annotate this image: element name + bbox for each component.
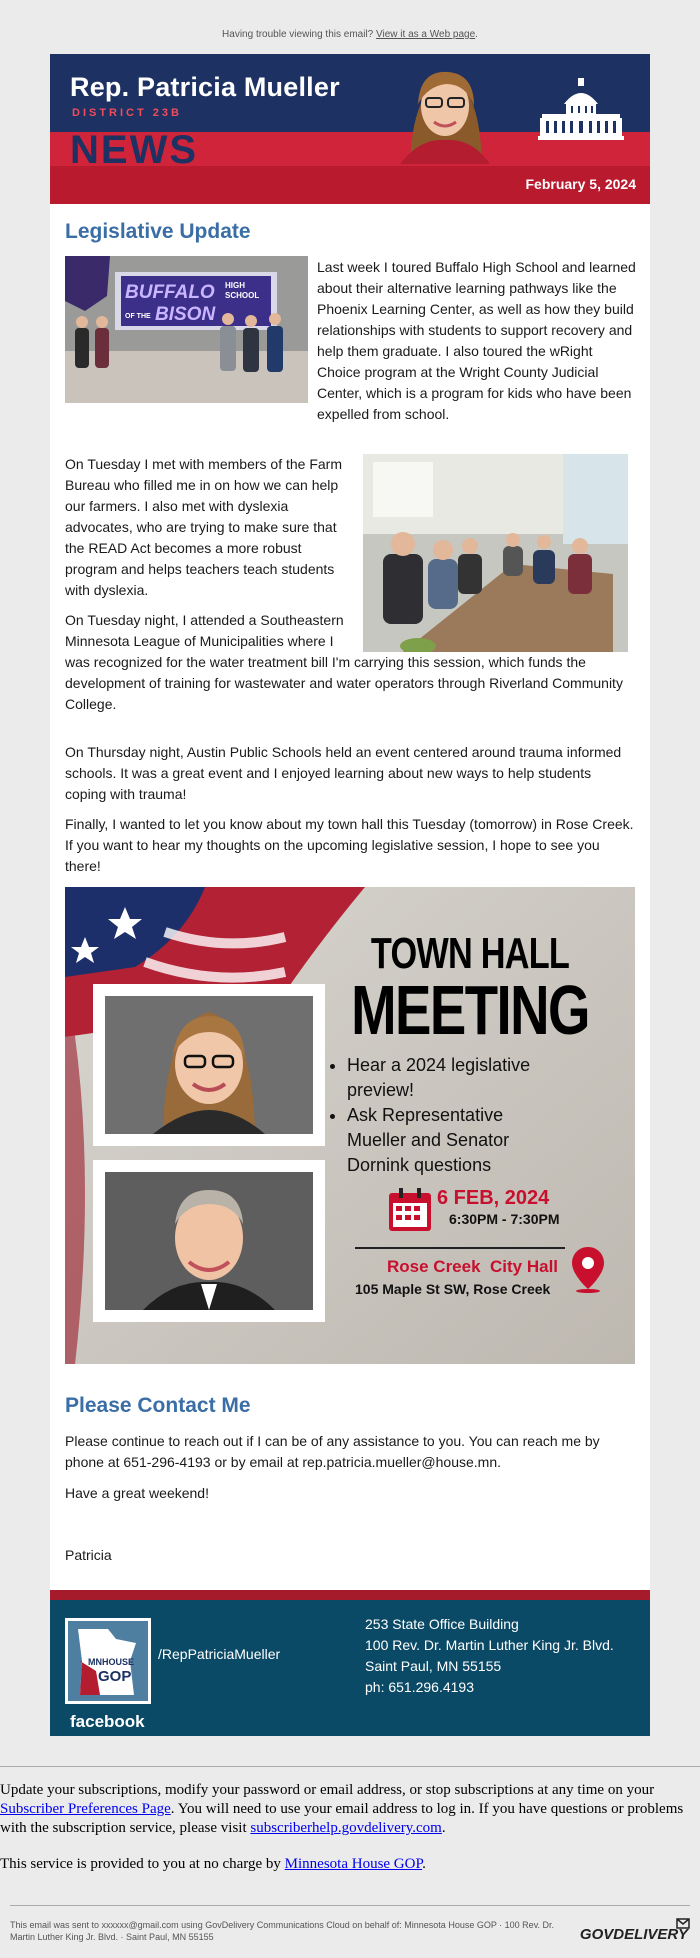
paragraph-town-hall: Finally, I wanted to let you know about my town hall this Tuesday (tomorrow) in Rose Creek. If you want to hear my thoughts on the upcoming legislative session, I hope to see you there! [65,816,634,874]
header-banner [50,54,650,204]
mnhouse-gop-logo-graphic [68,1621,148,1701]
patricia-mueller-portrait [93,984,325,1146]
preheader-suffix: . [475,29,478,40]
subs-text-2: . You will need to use your email address to log in. If you have questions or problems with the subscription service, please visit [0,1801,684,1836]
subscription-paragraph [0,1781,700,1838]
disclaimer-text: This email was sent to xxxxxx@gmail.com using GovDelivery Communications Cloud on behalf of: Minnesota House GOP · 100 Rev. Dr. Martin Luther King Jr. Blvd. · Saint Paul, MN 55155 [10,1920,555,1942]
address-line: Saint Paul, MN 55155 [365,1658,502,1674]
minnesota-house-gop-link[interactable]: Minnesota House GOP [284,1856,423,1872]
news-label: NEWS [70,128,198,172]
sign-of-the: OF THE [125,313,151,320]
sign-high: HIGH [225,281,245,290]
flyer-address: 105 Maple St SW, Rose Creek [355,1281,551,1297]
subscription-notice [0,1766,700,1874]
paragraph-buffalo-tour: Last week I toured Buffalo High School and learned about their alternative learning pathways like the Phoenix Learning Center, as well as how they build relationships with students to support recovery and help them graduate. I also toured the wRight Choice program at the Wright County Judicial Center, which is a program for kids who have been expelled from school. [317,259,636,422]
logo-mnhouse: MNHOUSE [88,1657,135,1667]
senator-dornink-portrait [93,1160,325,1322]
flyer-time: 6:30PM - 7:30PM [449,1211,560,1227]
sign-bison: BISON [155,304,216,325]
portrait-photo [390,54,500,164]
paragraph-austin-schools: On Thursday night, Austin Public Schools held an event centered around trauma informed schools. It was a great event and I enjoyed learning about new ways to help students coping with trauma! [65,744,622,802]
photo-float-spacer [345,610,635,652]
subscriberhelp-link[interactable]: subscriberhelp.govdelivery.com [250,1820,442,1836]
office-address [365,1614,614,1698]
facebook-handle-link[interactable]: /RepPatriciaMueller [158,1646,281,1662]
location-pin-icon [570,1245,606,1293]
address-line: 253 State Office Building [365,1616,519,1632]
subs-text-1: Update your subscriptions, modify your password or email address, or stop subscriptions at any time on your [0,1782,655,1798]
issue-date: February 5, 2024 [525,176,636,192]
contact-heading: Please Contact Me [65,1394,251,1417]
newsletter-card [50,54,650,1736]
flyer-title-meeting: MEETING [351,971,589,1049]
envelope-icon [676,1918,690,1930]
flyer-title-town-hall: TOWN HALL [370,929,570,978]
mnhouse-gop-logo[interactable] [65,1618,151,1704]
calendar-icon [387,1187,433,1233]
preheader [0,29,700,40]
flyer-bullets [327,1053,567,1178]
phone-line: ph: 651.296.4193 [365,1679,474,1695]
web-page-link[interactable]: View it as a Web page [376,29,476,40]
preheader-text: Having trouble viewing this email? [222,29,374,40]
buffalo-high-school-photo [65,256,308,403]
subscriber-preferences-link[interactable]: Subscriber Preferences Page [0,1801,171,1817]
subs-text-4: This service is provided to you at no charge by [0,1856,285,1872]
flyer-divider [355,1247,565,1249]
flyer-bullet: • Ask Representative Mueller and Senator Dornink questions [347,1103,567,1178]
legislative-update-heading: Legislative Update [65,220,251,243]
signature: Patricia [65,1547,112,1563]
representative-name: Rep. Patricia Mueller [70,72,340,102]
facebook-icon[interactable]: facebook [70,1712,145,1731]
sign-buffalo: BUFFALO [125,282,215,303]
subs-text-3: . [441,1820,446,1836]
govdelivery-logo[interactable]: GOVDELIVERY [579,1926,688,1943]
service-paragraph [0,1855,700,1874]
flyer-venue: Rose Creek City Hall [387,1257,559,1276]
paragraph-water-treatment-text: On Tuesday night, I attended a Southeastern Minnesota League of Municipalities where I was recognized for the water treatment bill I'm carrying this session, which funds the development of training for wastewater and water operators through Riverland Community College. [65,612,623,712]
paragraph-farm-bureau: On Tuesday I met with members of the Farm Bureau who filled me in on how we can help our farmers. I also met with dyslexia advocates, who are trying to make sure that the READ Act becomes a more robust program and helps teachers teach students with dyslexia. [65,456,342,598]
address-line: 100 Rev. Dr. Martin Luther King Jr. Blvd. [365,1637,614,1653]
footer-bar [50,1590,650,1736]
contact-paragraph: Please continue to reach out if I can be of any assistance to you. You can reach me by phone at 651-296-4193 or by email at rep.patricia.mueller@house.mn. [65,1433,600,1470]
closing-line: Have a great weekend! [65,1485,209,1501]
capitol-icon [538,78,624,140]
sign-school: SCHOOL [225,291,260,300]
flyer-bullet: • Hear a 2024 legislative preview! [347,1053,567,1103]
town-hall-flyer [65,887,635,1364]
district-label: DISTRICT 23B [72,107,182,119]
flyer-date: 6 FEB, 2024 [437,1187,550,1209]
subs-text-5: . [422,1856,426,1872]
paragraph-water-treatment [65,610,635,715]
logo-gop: GOP [98,1668,132,1685]
